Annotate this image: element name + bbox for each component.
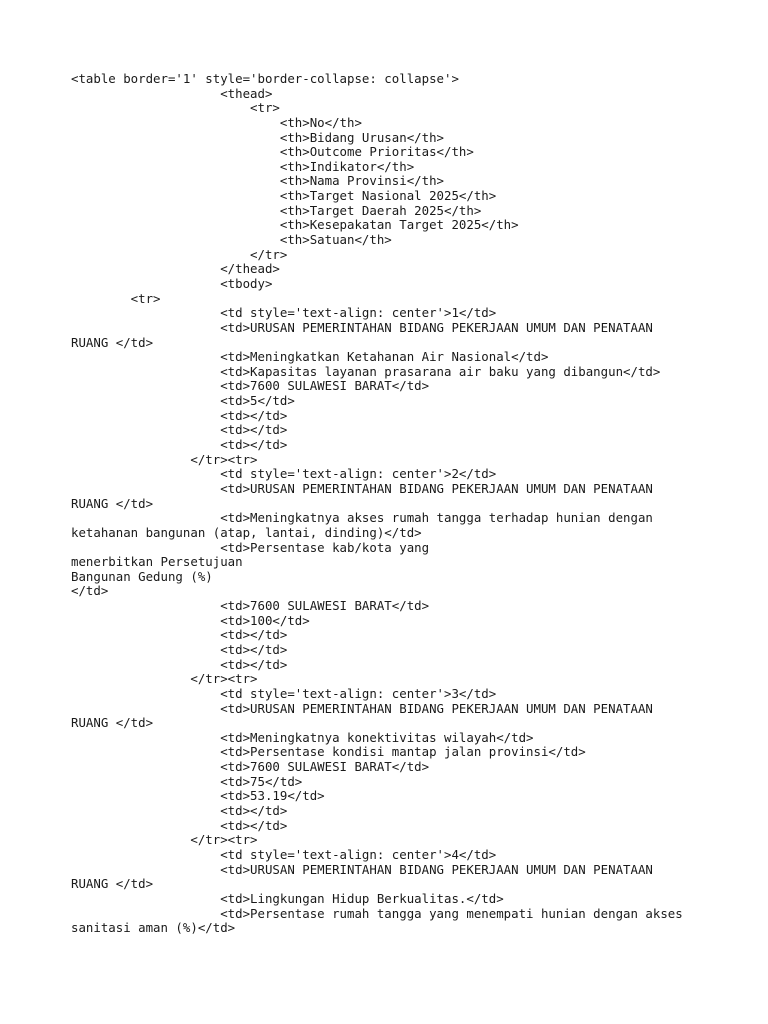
source-line: <th>Target Nasional 2025</th> bbox=[71, 188, 497, 204]
source-line: <td></td> bbox=[71, 422, 288, 438]
source-line: RUANG </td> bbox=[71, 334, 154, 350]
source-line: <th>Indikator</th> bbox=[71, 158, 415, 174]
source-line: <td style='text-align: center'>1</td> bbox=[71, 305, 497, 321]
source-line: <td>100</td> bbox=[71, 612, 310, 628]
source-line: <td>URUSAN PEMERINTAHAN BIDANG PEKERJAAN UMUM DAN PENATAAN bbox=[71, 700, 653, 716]
source-line: <th>Target Daerah 2025</th> bbox=[71, 202, 482, 218]
source-line: <td>7600 SULAWESI BARAT</td> bbox=[71, 378, 430, 394]
html-source-text bbox=[71, 72, 731, 936]
source-line: <td></td> bbox=[71, 817, 288, 833]
source-line: </tr> bbox=[71, 246, 288, 262]
source-line: <thead> bbox=[71, 85, 273, 101]
source-line: <td>53.19</td> bbox=[71, 788, 325, 804]
source-line: <td>Meningkatnya akses rumah tangga terhadap hunian dengan bbox=[71, 510, 653, 526]
source-line: <td></td> bbox=[71, 407, 288, 423]
source-line: <td style='text-align: center'>4</td> bbox=[71, 846, 497, 862]
source-line: <th>No</th> bbox=[71, 114, 362, 130]
source-line: <td style='text-align: center'>3</td> bbox=[71, 685, 497, 701]
source-line: <td>URUSAN PEMERINTAHAN BIDANG PEKERJAAN UMUM DAN PENATAAN bbox=[71, 319, 653, 335]
source-line: <td></td> bbox=[71, 641, 288, 657]
source-line: <td>URUSAN PEMERINTAHAN BIDANG PEKERJAAN UMUM DAN PENATAAN bbox=[71, 480, 653, 496]
source-line: RUANG </td> bbox=[71, 876, 154, 892]
source-line: <td>7600 SULAWESI BARAT</td> bbox=[71, 759, 430, 775]
source-line: <tr> bbox=[71, 290, 161, 306]
source-line: <th>Kesepakatan Target 2025</th> bbox=[71, 217, 519, 233]
source-line: <tr> bbox=[71, 100, 280, 116]
source-line: RUANG </td> bbox=[71, 715, 154, 731]
source-line: <th>Satuan</th> bbox=[71, 232, 392, 248]
source-line: <th>Outcome Prioritas</th> bbox=[71, 144, 474, 160]
source-line: <td>Meningkatnya konektivitas wilayah</td> bbox=[71, 729, 534, 745]
source-line: <td>Kapasitas layanan prasarana air baku yang dibangun</td> bbox=[71, 363, 661, 379]
source-line: <td>Lingkungan Hidup Berkualitas.</td> bbox=[71, 890, 504, 906]
source-line: <table border='1' style='border-collapse: collapse'> bbox=[71, 71, 459, 86]
source-line: <td>Meningkatkan Ketahanan Air Nasional</td> bbox=[71, 349, 549, 365]
source-line: <td>7600 SULAWESI BARAT</td> bbox=[71, 598, 430, 614]
source-line: <th>Nama Provinsi</th> bbox=[71, 173, 444, 189]
source-line: </thead> bbox=[71, 261, 280, 277]
source-line: sanitasi aman (%)</td> bbox=[71, 920, 236, 936]
source-line: RUANG </td> bbox=[71, 495, 154, 511]
source-line: <tbody> bbox=[71, 275, 273, 291]
source-line: <td>Persentase rumah tangga yang menempati hunian dengan akses bbox=[71, 905, 683, 921]
source-line: <td style='text-align: center'>2</td> bbox=[71, 466, 497, 482]
source-line: <td></td> bbox=[71, 803, 288, 819]
source-line: </tr><tr> bbox=[71, 451, 258, 467]
source-line: <td>Persentase kab/kota yang bbox=[71, 539, 430, 555]
source-line: </td> bbox=[71, 583, 109, 599]
source-line: <th>Bidang Urusan</th> bbox=[71, 129, 444, 145]
source-line: <td></td> bbox=[71, 437, 288, 453]
source-line: <td></td> bbox=[71, 627, 288, 643]
source-line: menerbitkan Persetujuan bbox=[71, 554, 243, 570]
source-line: <td>75</td> bbox=[71, 773, 303, 789]
source-line: </tr><tr> bbox=[71, 832, 258, 848]
source-line: </tr><tr> bbox=[71, 671, 258, 687]
source-line: <td>5</td> bbox=[71, 393, 295, 409]
source-line: <td>URUSAN PEMERINTAHAN BIDANG PEKERJAAN UMUM DAN PENATAAN bbox=[71, 861, 653, 877]
source-line: <td></td> bbox=[71, 656, 288, 672]
source-line: Bangunan Gedung (%) bbox=[71, 568, 213, 584]
source-line: ketahanan bangunan (atap, lantai, dinding)</td> bbox=[71, 524, 422, 540]
source-line: <td>Persentase kondisi mantap jalan provinsi</td> bbox=[71, 744, 586, 760]
